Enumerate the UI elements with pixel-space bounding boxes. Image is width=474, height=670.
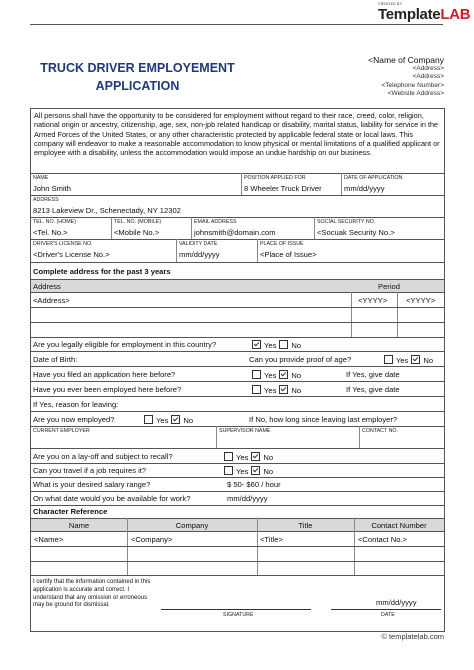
address-label: ADDRESS <box>33 197 59 203</box>
tel-mobile-field[interactable]: <Mobile No.> <box>114 228 160 237</box>
ref-title-header: Title <box>298 521 313 530</box>
logo-text-main: Template <box>378 6 441 23</box>
tel-mobile-label: TEL. NO. (MOBILE) <box>114 219 162 225</box>
proof-age-no-checkbox[interactable] <box>411 355 420 364</box>
templatelab-logo <box>378 6 470 23</box>
eligible-options <box>249 340 301 350</box>
current-employer-label: CURRENT EMPLOYER <box>33 428 90 434</box>
company-address-2: <Address> <box>412 73 444 81</box>
dob-label: Date of Birth: <box>33 355 78 364</box>
available-date-field[interactable]: mm/dd/yyyy <box>227 494 268 503</box>
signature-date-field[interactable]: mm/dd/yyyy <box>376 598 417 607</box>
now-employed-question: Are you now employed? <box>33 415 115 424</box>
yes-label: Yes <box>264 386 277 395</box>
employed-before-no-checkbox[interactable] <box>279 385 288 394</box>
travel-no-checkbox[interactable] <box>251 466 260 475</box>
ref-name-header: Name <box>68 521 90 530</box>
period-col-header: Period <box>378 282 400 291</box>
character-reference-heading: Character Reference <box>33 507 108 516</box>
certification-text: I certify that the information contained in this application is accurate and correct. I understand that any omission or erroneous may be ground for dismissal. <box>33 579 151 609</box>
employed-before-question: Have you ever been employed here before? <box>33 385 182 394</box>
brand-created-by: CREATED BY <box>378 2 403 6</box>
address-field[interactable]: 8213 Lakeview Dr., Schenectady, NY 12302 <box>33 206 181 215</box>
eligible-yes-checkbox[interactable] <box>252 340 261 349</box>
tel-home-field[interactable]: <Tel. No.> <box>33 228 68 237</box>
yes-label: Yes <box>156 416 169 425</box>
filed-give-date-label: If Yes, give date <box>346 370 400 379</box>
no-label: No <box>291 371 302 380</box>
yes-label: Yes <box>396 356 409 365</box>
page-title: TRUCK DRIVER EMPLOYEMENT APPLICATION <box>40 61 235 93</box>
company-address-1: <Address> <box>412 65 444 72</box>
salary-field[interactable]: $ 50- $60 / hour <box>227 480 281 489</box>
filed-no-checkbox[interactable] <box>279 370 288 379</box>
period-from-field[interactable]: <YYYY> <box>358 296 388 305</box>
ref-name-field[interactable]: <Name> <box>34 535 64 544</box>
company-block <box>368 55 444 99</box>
address-history-row[interactable]: <Address> <box>33 296 70 305</box>
yes-label: Yes <box>264 341 277 350</box>
license-field[interactable]: <Driver's License No.> <box>33 250 110 259</box>
validity-field[interactable]: mm/dd/yyyy <box>179 250 220 259</box>
application-date-field[interactable]: mm/dd/yyyy <box>344 184 385 193</box>
footer-copyright[interactable]: © templatelab.com <box>381 632 444 641</box>
no-label: No <box>263 467 274 476</box>
signature-label: SIGNATURE <box>223 612 254 618</box>
available-date-question: On what date would you be available for work? <box>33 494 191 503</box>
eligible-no-checkbox[interactable] <box>279 340 288 349</box>
employed-before-options <box>249 385 301 395</box>
layoff-options <box>221 452 273 462</box>
yes-label: Yes <box>264 371 277 380</box>
no-label: No <box>263 453 274 462</box>
now-employed-options <box>141 415 193 425</box>
travel-question: Can you travel if a job requires it? <box>33 466 147 475</box>
layoff-question: Are you on a lay-off and subject to recall? <box>33 452 173 461</box>
validity-label: VALIDITY DATE <box>179 241 218 247</box>
ref-title-field[interactable]: <Title> <box>260 535 283 544</box>
company-name: <Name of Company <box>368 55 444 65</box>
top-rule <box>30 24 443 25</box>
ref-contact-field[interactable]: <Contact No.> <box>358 535 407 544</box>
yes-label: Yes <box>236 453 249 462</box>
ssn-label: SOCIAL SECURITY NO. <box>317 219 376 225</box>
employed-give-date-label: If Yes, give date <box>346 385 400 394</box>
company-website: <Website Address> <box>387 90 444 98</box>
yes-label: Yes <box>236 467 249 476</box>
logo-text-accent: LAB <box>440 6 471 23</box>
filed-options <box>249 370 301 380</box>
application-form <box>30 108 445 632</box>
no-label: No <box>291 386 302 395</box>
travel-yes-checkbox[interactable] <box>224 466 233 475</box>
email-label: EMAIL ADDRESS <box>194 219 237 225</box>
period-to-field[interactable]: <YYYY> <box>406 296 436 305</box>
place-issue-field[interactable]: <Place of Issue> <box>260 250 317 259</box>
proof-age-yes-checkbox[interactable] <box>384 355 393 364</box>
eligible-question: Are you legally eligible for employment in this country? <box>33 340 217 349</box>
filed-yes-checkbox[interactable] <box>252 370 261 379</box>
supervisor-label: SUPERVISOR NAME <box>219 428 271 434</box>
tel-home-label: TEL. NO. (HOME) <box>33 219 76 225</box>
address-col-header: Address <box>33 282 61 291</box>
ref-contact-header: Contact Number <box>371 521 427 530</box>
ref-company-field[interactable]: <Company> <box>131 535 173 544</box>
layoff-no-checkbox[interactable] <box>251 452 260 461</box>
reason-leaving-label: If Yes, reason for leaving: <box>33 400 119 409</box>
license-label: DRIVER'S LICENSE NO. <box>33 241 93 247</box>
layoff-yes-checkbox[interactable] <box>224 452 233 461</box>
email-field[interactable]: johnsmith@domain.com <box>194 228 276 237</box>
address-history-heading: Complete address for the past 3 years <box>33 267 171 276</box>
ssn-field[interactable]: <Socuak Security No.> <box>317 228 395 237</box>
date-label: DATE <box>381 612 395 618</box>
no-label: No <box>183 416 194 425</box>
contact-no-label: CONTACT NO. <box>362 428 398 434</box>
place-issue-label: PLACE OF ISSUE <box>260 241 304 247</box>
no-label: No <box>423 356 434 365</box>
application-date-label: DATE OF APPLICATION <box>344 175 403 181</box>
travel-options <box>221 466 273 476</box>
now-employed-yes-checkbox[interactable] <box>144 415 153 424</box>
proof-age-question: Can you provide proof of age? <box>249 355 352 364</box>
since-leaving-question: If No, how long since leaving last employer? <box>249 415 398 424</box>
salary-question: What is your desired salary range? <box>33 480 151 489</box>
ref-company-header: Company <box>175 521 209 530</box>
company-telephone: <Telephone Number> <box>381 81 444 89</box>
position-field[interactable]: 8 Wheeler Truck Driver <box>244 184 322 193</box>
filed-question: Have you filed an application here before? <box>33 370 176 379</box>
equal-opportunity-notice: All persons shall have the opportunity to be considered for employment without regard to their race, creed, color, religion, national origin or ancestry, citizenship, age, sex, non-jpb related handicap or disability, marital status, liability for service in the Armed Forces of the United States, or any other characteristic protected by applicable federal state or local laws. This company will endeavor to make a reasonable accommodation to know physical or mental limitations of a qualified applicant or employee with a disability, unless the accommodation would impose an undue hardship on our business. <box>34 111 440 158</box>
name-field[interactable]: John Smith <box>33 184 71 193</box>
employed-before-yes-checkbox[interactable] <box>252 385 261 394</box>
proof-age-options <box>381 355 433 365</box>
now-employed-no-checkbox[interactable] <box>171 415 180 424</box>
position-label: POSITION APPLIED FOR <box>244 175 306 181</box>
no-label: No <box>291 341 302 350</box>
name-label: NAME <box>33 175 49 181</box>
